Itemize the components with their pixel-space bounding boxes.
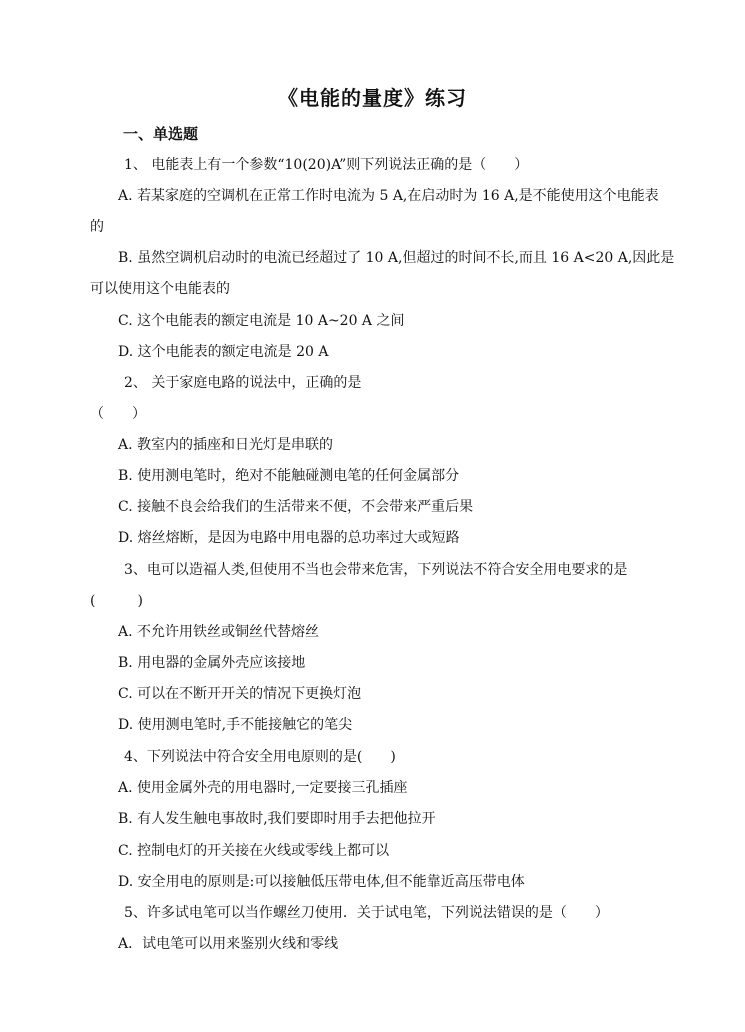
question-4: 4、下列说法中符合安全用电原则的是( ) bbox=[124, 749, 396, 765]
question-3-option-a: A. 不允许用铁丝或铜丝代替熔丝 bbox=[118, 624, 320, 640]
document-title: 《电能的量度》练习 bbox=[278, 86, 467, 110]
question-2-paren: （ ） bbox=[90, 406, 146, 422]
question-2-option-a: A. 教室内的插座和日光灯是串联的 bbox=[118, 437, 334, 453]
question-3: 3、电可以造福人类,但使用不当也会带来危害，下列说法不符合安全用电要求的是 bbox=[124, 562, 628, 578]
question-5: 5、许多试电笔可以当作螺丝刀使用．关于试电笔，下列说法错误的是（ ） bbox=[124, 905, 609, 921]
question-2: 2、 关于家庭电路的说法中，正确的是 bbox=[124, 375, 362, 391]
question-4-option-d: D. 安全用电的原则是:可以接触低压带电体,但不能靠近高压带电体 bbox=[118, 874, 525, 890]
question-2-option-c: C. 接触不良会给我们的生活带来不便，不会带来严重后果 bbox=[118, 499, 474, 515]
question-3-paren: ( ) bbox=[90, 593, 143, 609]
question-1-option-b: B. 虽然空调机启动时的电流已经超过了 10 A,但超过的时间不长,而且 16 A<20 A,因此是 bbox=[118, 250, 675, 266]
question-2-option-b: B. 使用测电笔时，绝对不能触碰测电笔的任何金属部分 bbox=[118, 468, 460, 484]
question-1-option-d: D. 这个电能表的额定电流是 20 A bbox=[118, 344, 329, 360]
question-1-option-b-cont: 可以使用这个电能表的 bbox=[90, 281, 230, 297]
section-heading: 一、单选题 bbox=[123, 125, 199, 143]
question-3-option-b: B. 用电器的金属外壳应该接地 bbox=[118, 655, 306, 671]
question-4-option-b: B. 有人发生触电事故时,我们要即时用手去把他拉开 bbox=[118, 811, 436, 827]
question-5-option-a: A．试电笔可以用来鉴别火线和零线 bbox=[118, 936, 339, 952]
question-2-option-d: D. 熔丝熔断，是因为电路中用电器的总功率过大或短路 bbox=[118, 530, 460, 546]
question-1: 1、 电能表上有一个参数“10(20)A”则下列说法正确的是（ ） bbox=[124, 157, 529, 173]
question-3-option-d: D. 使用测电笔时,手不能接触它的笔尖 bbox=[118, 717, 353, 733]
question-4-option-a: A. 使用金属外壳的用电器时,一定要接三孔插座 bbox=[118, 780, 408, 796]
question-3-option-c: C. 可以在不断开开关的情况下更换灯泡 bbox=[118, 686, 362, 702]
question-4-option-c: C. 控制电灯的开关接在火线或零线上都可以 bbox=[118, 843, 390, 859]
question-1-option-a: A. 若某家庭的空调机在正常工作时电流为 5 A,在启动时为 16 A,是不能使用这个电能表 bbox=[118, 188, 659, 204]
question-1-option-a-cont: 的 bbox=[90, 219, 104, 235]
question-1-option-c: C. 这个电能表的额定电流是 10 A~20 A 之间 bbox=[118, 313, 405, 329]
